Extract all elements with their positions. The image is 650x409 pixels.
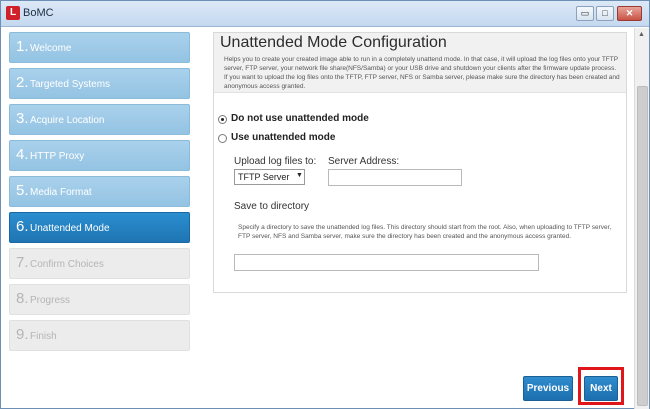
panel-header (214, 33, 626, 93)
step-welcome[interactable] (9, 32, 190, 63)
title-bar (1, 1, 649, 27)
close-button[interactable]: ✕ (617, 6, 642, 21)
save-directory-label: Save to directory (234, 201, 310, 212)
vertical-scrollbar[interactable] (634, 28, 649, 409)
maximize-button[interactable]: □ (596, 6, 614, 21)
step-acquire-location[interactable] (9, 104, 190, 135)
scroll-up-icon[interactable]: ▲ (638, 31, 645, 38)
step-number: 1. (16, 38, 29, 55)
upload-target-select[interactable] (234, 169, 305, 185)
app-logo-icon: L (6, 6, 20, 20)
option-label: Use unattended mode (231, 132, 336, 143)
step-confirm-choices (9, 248, 190, 279)
step-label: Acquire Location (30, 115, 105, 126)
config-panel (213, 32, 627, 293)
step-label: Finish (30, 331, 57, 342)
step-progress (9, 284, 190, 315)
radio-button[interactable] (218, 134, 227, 143)
server-address-input[interactable] (328, 169, 462, 186)
step-number: 5. (16, 182, 29, 199)
step-label: Welcome (30, 43, 72, 54)
step-number: 7. (16, 254, 29, 271)
step-label: Media Format (30, 187, 92, 198)
previous-button[interactable]: Previous (523, 376, 573, 401)
window-title: BoMC (23, 7, 54, 19)
step-number: 4. (16, 146, 29, 163)
step-number: 3. (16, 110, 29, 127)
step-number: 6. (16, 218, 29, 235)
step-targeted-systems[interactable] (9, 68, 190, 99)
page-title: Unattended Mode Configuration (220, 34, 447, 51)
next-button[interactable]: Next (584, 376, 618, 401)
server-address-label: Server Address: (328, 156, 400, 167)
upload-label: Upload log files to: (234, 156, 317, 167)
step-media-format[interactable] (9, 176, 190, 207)
save-directory-help: Specify a directory to save the unattended log files. This directory should start from the root. Also, when uploading to TFTP server, FTP server, NFS and Samba server, make sure the directory has been created and the anonymous access granted. (238, 224, 612, 240)
step-label: Confirm Choices (30, 259, 104, 270)
step-unattended-mode[interactable] (9, 212, 190, 243)
page-description: Helps you to create your created image able to run in a completely unattend mode. In that case, it will upload the log files onto your TFTP server, FTP server, your network file share(NFS/Samba) or your USB drive and shutdown your clients after the firmware update process. If you want to upload the log files onto the TFTP, FTP server, NFS or Samba server, please make sure the directory has been created and anonymous access granted. (224, 56, 620, 90)
step-number: 8. (16, 290, 29, 307)
step-label: Targeted Systems (30, 79, 111, 90)
step-label: HTTP Proxy (30, 151, 85, 162)
step-number: 2. (16, 74, 29, 91)
dropdown-arrow-icon: ▼ (296, 172, 303, 179)
option-label: Do not use unattended mode (231, 113, 369, 124)
step-label: Progress (30, 295, 71, 306)
select-value: TFTP Server (238, 172, 290, 182)
step-http-proxy[interactable] (9, 140, 190, 171)
step-finish (9, 320, 190, 351)
radio-button[interactable] (218, 115, 227, 124)
step-number: 9. (16, 326, 29, 343)
minimize-button[interactable]: ▭ (576, 6, 594, 21)
save-directory-input[interactable] (234, 254, 539, 271)
step-label: Unattended Mode (30, 223, 110, 234)
scrollbar-thumb[interactable] (637, 86, 648, 406)
next-button-highlight (578, 367, 624, 405)
